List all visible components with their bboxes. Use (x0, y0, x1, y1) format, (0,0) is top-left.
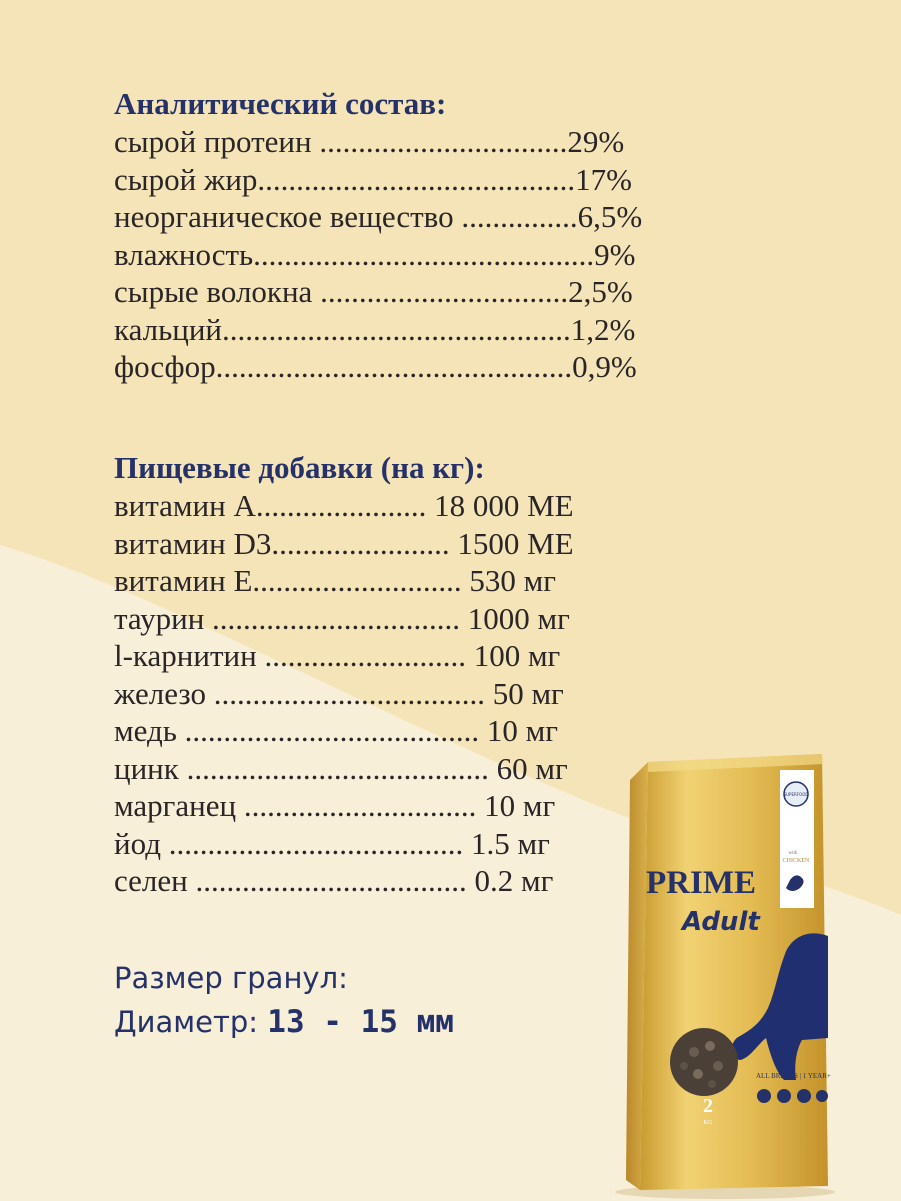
food-additives (114, 449, 574, 900)
additive-row: таурин ................................ 1000 мг (114, 600, 570, 636)
kibble-image (670, 1028, 738, 1096)
analytic-title: Аналитический состав: (114, 86, 447, 121)
additives-title: Пищевые добавки (на кг): (114, 450, 485, 485)
bag-unit: KG (703, 1120, 713, 1126)
bag-brand: PRIME (646, 865, 756, 901)
vitamins-icon (797, 1089, 811, 1103)
bag-product: Adult (682, 907, 760, 937)
diameter-value: 13 - 15 мм (267, 1004, 454, 1040)
analytic-composition (114, 85, 642, 386)
analytic-row: кальций.............................................1,2% (114, 311, 636, 347)
skin-coat-icon (816, 1090, 828, 1102)
analytic-row: неорганическое вещество ...............6,5% (114, 199, 643, 234)
bag-badge: SUPERFOOD (783, 792, 809, 797)
stomach-icon (757, 1089, 771, 1103)
additive-row: цинк ....................................... 60 мг (114, 750, 568, 786)
probiotics-icon (777, 1089, 791, 1103)
additive-row: витамин Е........................... 530 мг (114, 563, 556, 598)
bag-breeds: ALL BREEDS | 1 YEAR+ (756, 1072, 831, 1080)
additive-row: медь ...................................... 10 мг (114, 713, 558, 748)
analytic-row: сырые волокна ................................2,5% (114, 274, 633, 309)
additive-row: витамин D3....................... 1500 МЕ (114, 525, 574, 561)
bag-weight: 2 (703, 1095, 713, 1117)
granule-diameter (114, 1000, 454, 1044)
additive-row: витамин А...................... 18 000 МЕ (114, 488, 574, 523)
granule-size-label: Размер гранул: (114, 961, 348, 995)
diameter-label: Диаметр: (114, 1005, 268, 1039)
analytic-row: влажность............................................9% (114, 236, 636, 272)
analytic-row: сырой жир.........................................17% (114, 161, 633, 197)
additive-row: l-карнитин .......................... 100 мг (114, 638, 561, 673)
product-bag-image (600, 740, 840, 1200)
bag-with-label: with (788, 851, 798, 856)
bag-flavor: CHICKEN (782, 858, 810, 864)
granule-size (114, 956, 454, 1044)
additive-row: железо ................................... 50 мг (114, 675, 564, 711)
additive-row: марганец .............................. 10 мг (114, 788, 556, 823)
additive-row: селен ................................... 0.2 мг (114, 863, 554, 898)
analytic-row: фосфор..............................................0,9% (114, 349, 637, 384)
additive-row: йод ...................................... 1.5 мг (114, 825, 550, 861)
analytic-row: сырой протеин ................................29% (114, 124, 625, 159)
